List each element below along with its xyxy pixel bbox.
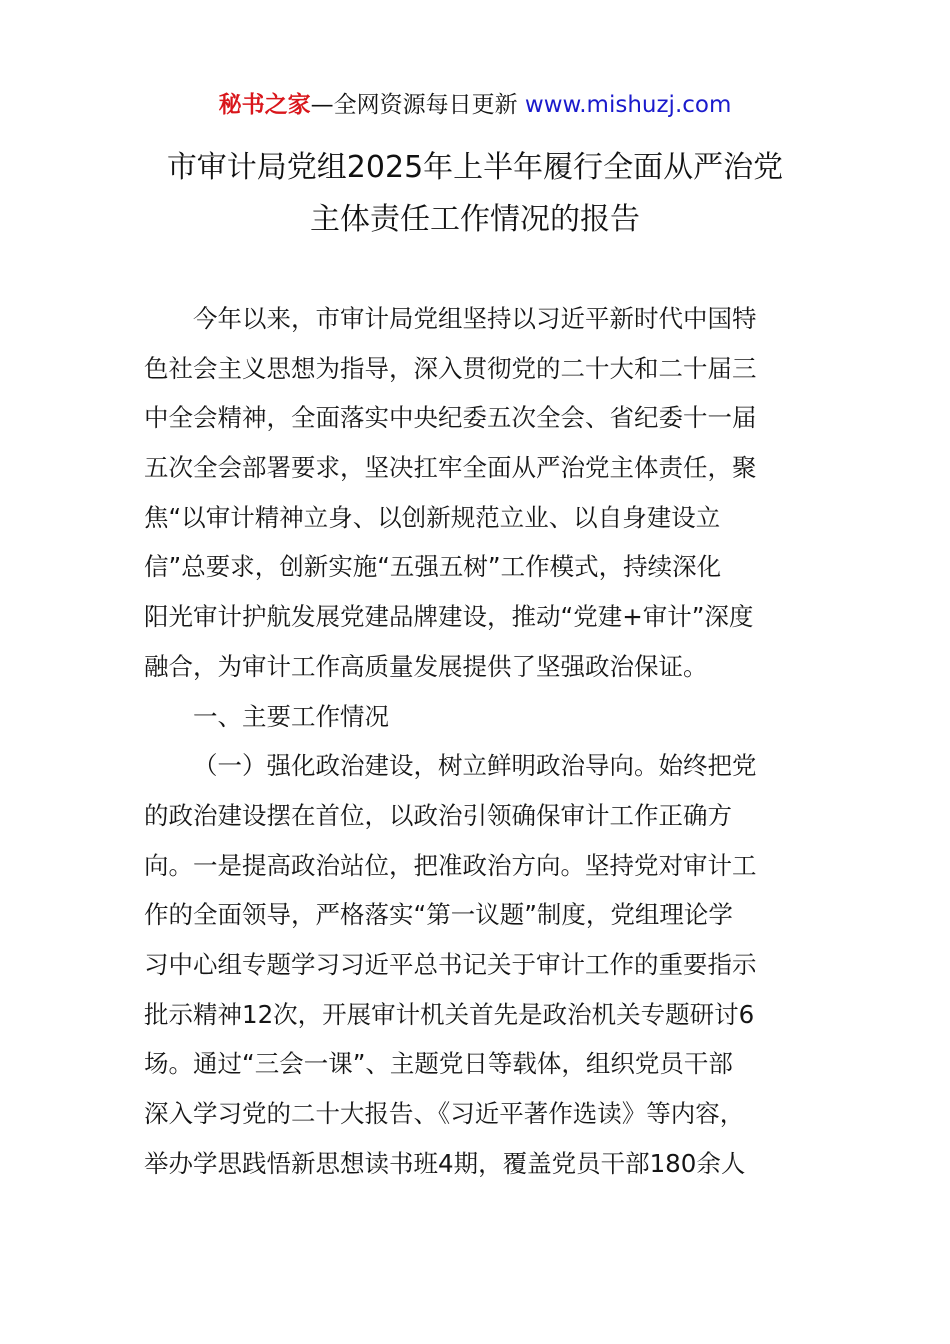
paragraph-line: 五次全会部署要求，坚决扛牢全面从严治党主体责任，聚 [144,453,757,483]
paragraph-line: 批示精神12次，开展审计机关首先是政治机关专题研讨6 [144,999,755,1029]
paragraph-line: 中全会精神，全面落实中央纪委五次全会、省纪委十一届 [144,403,757,433]
paragraph-line: 焦“以审计精神立身、以创新规范立业、以自身建设立 [144,502,721,532]
document-title [0,142,950,246]
paragraph-line: 向。一是提高政治站位，把准政治方向。坚持党对审计工 [144,850,757,880]
paragraph-line: 习中心组专题学习习近平总书记关于审计工作的重要指示 [144,949,757,979]
title-line-2: 主体责任工作情况的报告 [310,202,640,237]
site-slogan: —全网资源每日更新 [310,92,518,118]
paragraph-line: （一）强化政治建设，树立鲜明政治导向。始终把党 [193,751,757,781]
site-header [0,88,950,122]
document-body [144,294,814,1188]
paragraph-line: 作的全面领导，严格落实“第一议题”制度，党组理论学 [144,900,733,930]
paragraph-line: 深入学习党的二十大报告、《习近平著作选读》等内容， [144,1099,745,1128]
section-heading: 一、主要工作情况 [193,701,389,731]
paragraph-line: 融合，为审计工作高质量发展提供了坚强政治保证。 [144,651,708,681]
paragraph-line: 阳光审计护航发展党建品牌建设，推动“党建+审计”深度 [144,602,754,632]
brand-name: 秘书之家 [218,92,311,118]
paragraph-line: 色社会主义思想为指导，深入贯彻党的二十大和二十届三 [144,353,757,383]
paragraph-line: 的政治建设摆在首位，以政治引领确保审计工作正确方 [144,800,732,830]
site-link[interactable]: www.mishuzj.com [524,92,732,118]
paragraph-line: 信”总要求，创新实施“五强五树”工作模式，持续深化 [144,552,722,582]
paragraph-line: 举办学思践悟新思想读书班4期，覆盖党员干部180余人 [144,1148,746,1178]
paragraph-line: 今年以来，市审计局党组坚持以习近平新时代中国特 [193,304,757,333]
paragraph-line: 场。通过“三会一课”、主题党日等载体，组织党员干部 [144,1049,733,1079]
title-line-1: 市审计局党组2025年上半年履行全面从严治党 [166,150,784,185]
